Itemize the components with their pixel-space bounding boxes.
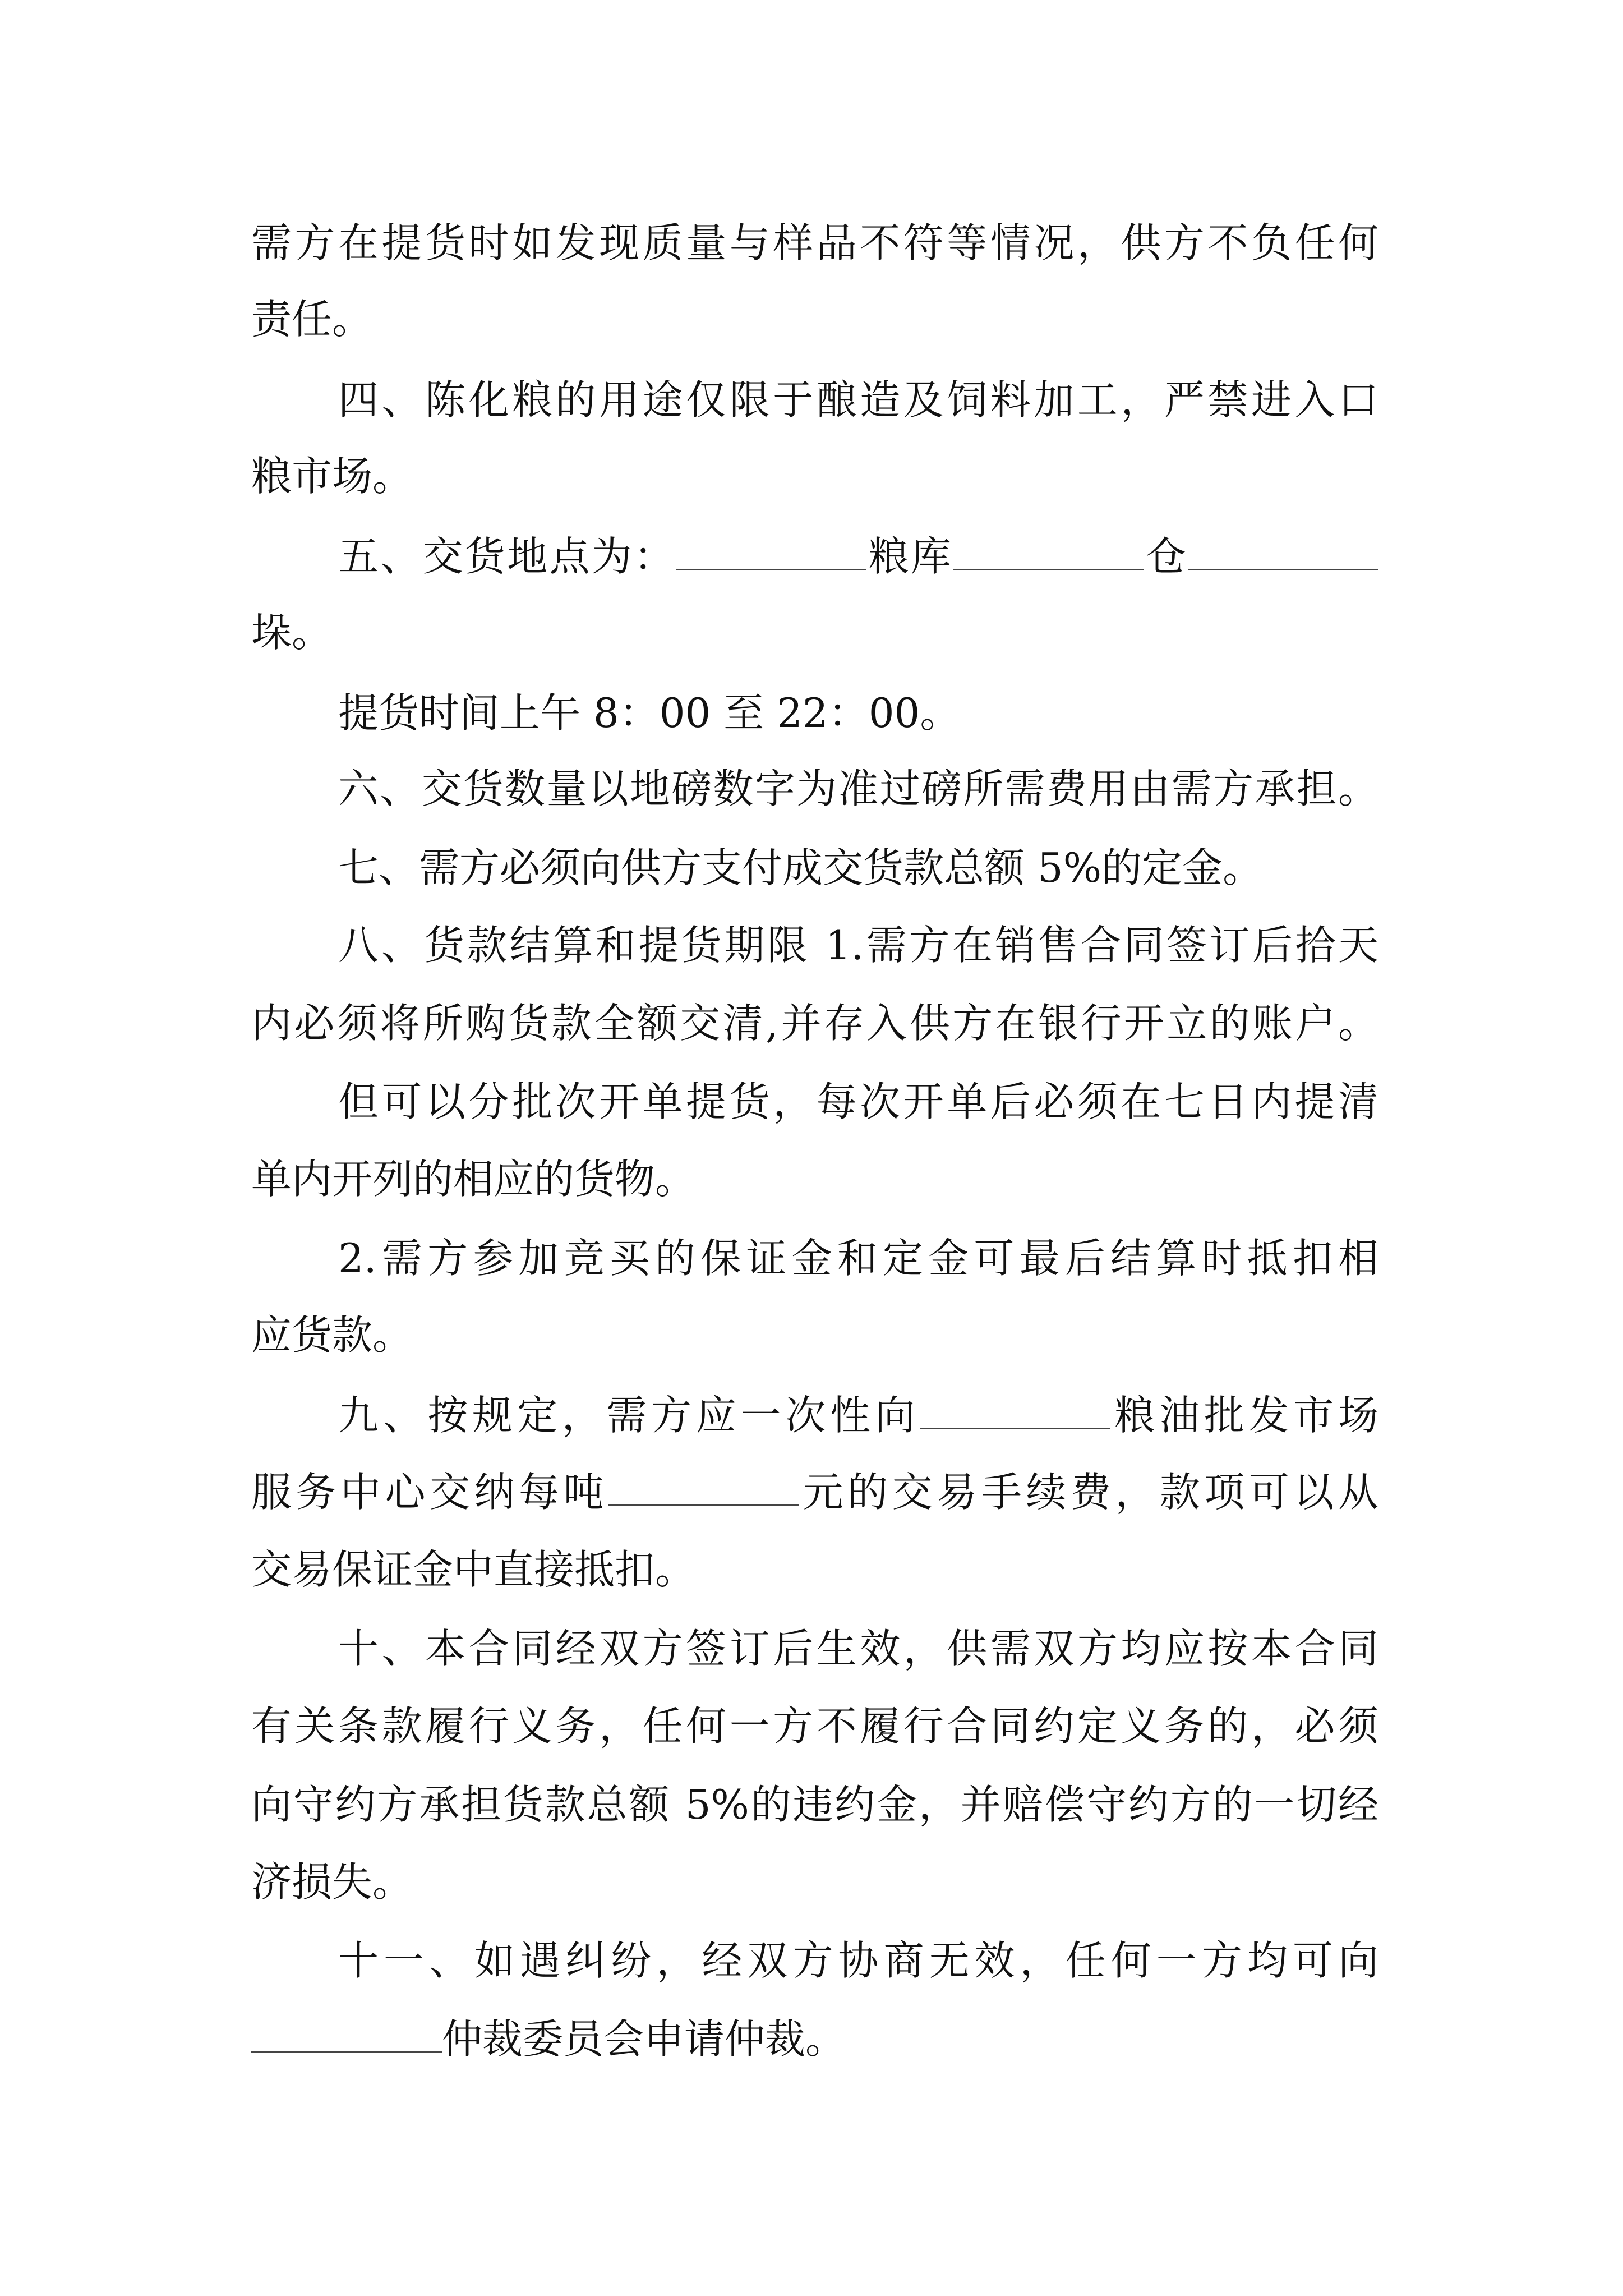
clause-five-line — [338, 514, 1378, 599]
paragraph-line: 2.需方参加竞买的保证金和定金可最后结算时抵扣相 — [338, 1235, 1378, 1282]
fee-unit-label: 元的交易手续费，款项可以从 — [799, 1469, 1378, 1516]
paragraph-line: 单内开列的相应的货物。 — [251, 1156, 696, 1203]
paragraph-line: 济损失。 — [251, 1858, 413, 1906]
paragraph-line: 粮市场。 — [251, 453, 413, 500]
blank-field[interactable] — [953, 535, 1144, 570]
clause-four-line: 四、陈化粮的用途仅限于酿造及饲料加工，严禁进入口 — [338, 376, 1378, 424]
blank-field[interactable] — [920, 1394, 1110, 1429]
paragraph-line: 垛。 — [251, 609, 333, 656]
arbitration-line — [251, 1997, 1378, 2081]
clause-five-label: 五、交货地点为： — [338, 533, 676, 580]
warehouse-label: 仓 — [1144, 533, 1188, 580]
clause-eleven-line: 十一、如遇纠纷，经双方协商无效，任何一方均可向 — [338, 1937, 1378, 1984]
blank-field[interactable] — [251, 2018, 442, 2053]
blank-field[interactable] — [676, 535, 866, 570]
blank-field[interactable] — [608, 1471, 799, 1506]
paragraph-line: 有关条款履行义务，任何一方不履行合同约定义务的，必须 — [251, 1703, 1378, 1750]
paragraph-line: 向守约方承担货款总额 5%的违约金，并赔偿守约方的一切经 — [251, 1781, 1378, 1828]
pickup-time-line: 提货时间上午 8：00 至 22：00。 — [338, 689, 961, 737]
paragraph-line: 但可以分批次开单提货，每次开单后必须在七日内提清 — [338, 1078, 1378, 1125]
clause-seven-line: 七、需方必须向供方支付成交货款总额 5%的定金。 — [338, 844, 1264, 891]
paragraph-line: 需方在提货时如发现质量与样品不符等情况，供方不负任何 — [251, 219, 1378, 266]
clause-ten-line: 十、本合同经双方签订后生效，供需双方均应按本合同 — [338, 1625, 1378, 1672]
arbitration-label: 仲裁委员会申请仲裁。 — [442, 2016, 846, 2063]
fee-label: 服务中心交纳每吨 — [251, 1469, 608, 1516]
clause-nine-label: 九、按规定，需方应一次性向 — [338, 1392, 920, 1439]
paragraph-line: 内必须将所购货款全额交清,并存入供方在银行开立的账户。 — [251, 1000, 1378, 1047]
paragraph-line: 应货款。 — [251, 1312, 413, 1359]
market-label: 粮油批发市场 — [1110, 1392, 1378, 1439]
clause-nine-line — [338, 1373, 1378, 1457]
paragraph-line: 责任。 — [251, 296, 373, 343]
clause-six-line: 六、交货数量以地磅数字为准过磅所需费用由需方承担。 — [338, 765, 1378, 812]
blank-field[interactable] — [1188, 535, 1378, 570]
paragraph-line: 交易保证金中直接抵扣。 — [251, 1546, 696, 1593]
granary-label: 粮库 — [866, 533, 953, 580]
fee-line — [251, 1450, 1378, 1534]
clause-eight-line: 八、货款结算和提货期限 1.需方在销售合同签订后拾天 — [338, 922, 1378, 969]
